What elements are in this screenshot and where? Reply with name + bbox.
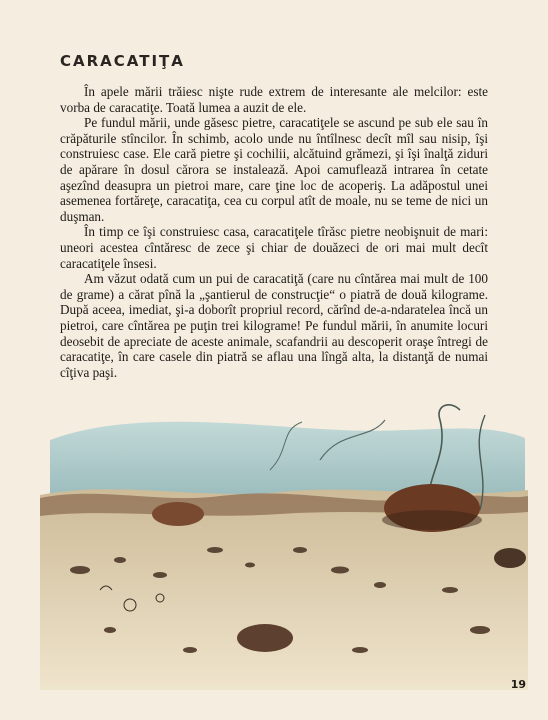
rock <box>494 548 526 568</box>
rock <box>152 502 204 526</box>
page-title: CARACATIŢA <box>60 52 185 70</box>
paragraph: În apele mării trăiesc nişte rude extrem de interesante ale melcilor: este vorba de caracatiţe. Toată lumea a auzit de ele. <box>60 84 488 115</box>
rock-shadow <box>382 510 482 530</box>
paragraph: Pe fundul mării, unde găsesc pietre, caracatiţele se ascund pe sub ele sau în crăpăturile stîncilor. În schimb, acolo unde nu întîlnesc decît mîl sau nisip, îşi construiesc case. Ele cară pietre şi cochilii, alcătuind grămezi, şi îşi înalţă ziduri de apărare în dosul cărora se instalează. Apoi camuflează intrarea în cetate aşezînd deasupra un pietroi mare, care ţine loc de acoperiş. La adăpostul unei asemenea fortăreţe, caracatiţa, cea cu corpul atît de moale, nu se teme de nici un duşman. <box>60 115 488 224</box>
paragraph: Am văzut odată cum un pui de caracatiţă (care nu cîntărea mai mult de 100 de grame) a cărat pînă la „şantierul de construcţie“ o piatră de două kilograme. După aceea, imediat, şi-a doborît propriul record, cărînd de-a-ndaratelea încă un pietroi, care cîntărea pe puţin trei kilograme! Pe fundul mării, în anumite locuri deosebit de apreciate de aceste animale, scafandrii au descoperit oraşe întregi de caracatiţe, în care casele din piatră se aflau una lîngă alta, la distanţă de numai cîţiva paşi. <box>60 271 488 380</box>
article-body <box>60 84 488 380</box>
page-number: 19 <box>510 678 526 691</box>
paragraph: În timp ce îşi construiesc casa, caracatiţele tîrăsc pietre neobişnuit de mari: uneori acestea cîntăresc de zece şi chiar de douăzeci de ori mai mult decît caracatiţele însesi. <box>60 224 488 271</box>
seabed-illustration <box>40 400 528 690</box>
rock <box>237 624 293 652</box>
